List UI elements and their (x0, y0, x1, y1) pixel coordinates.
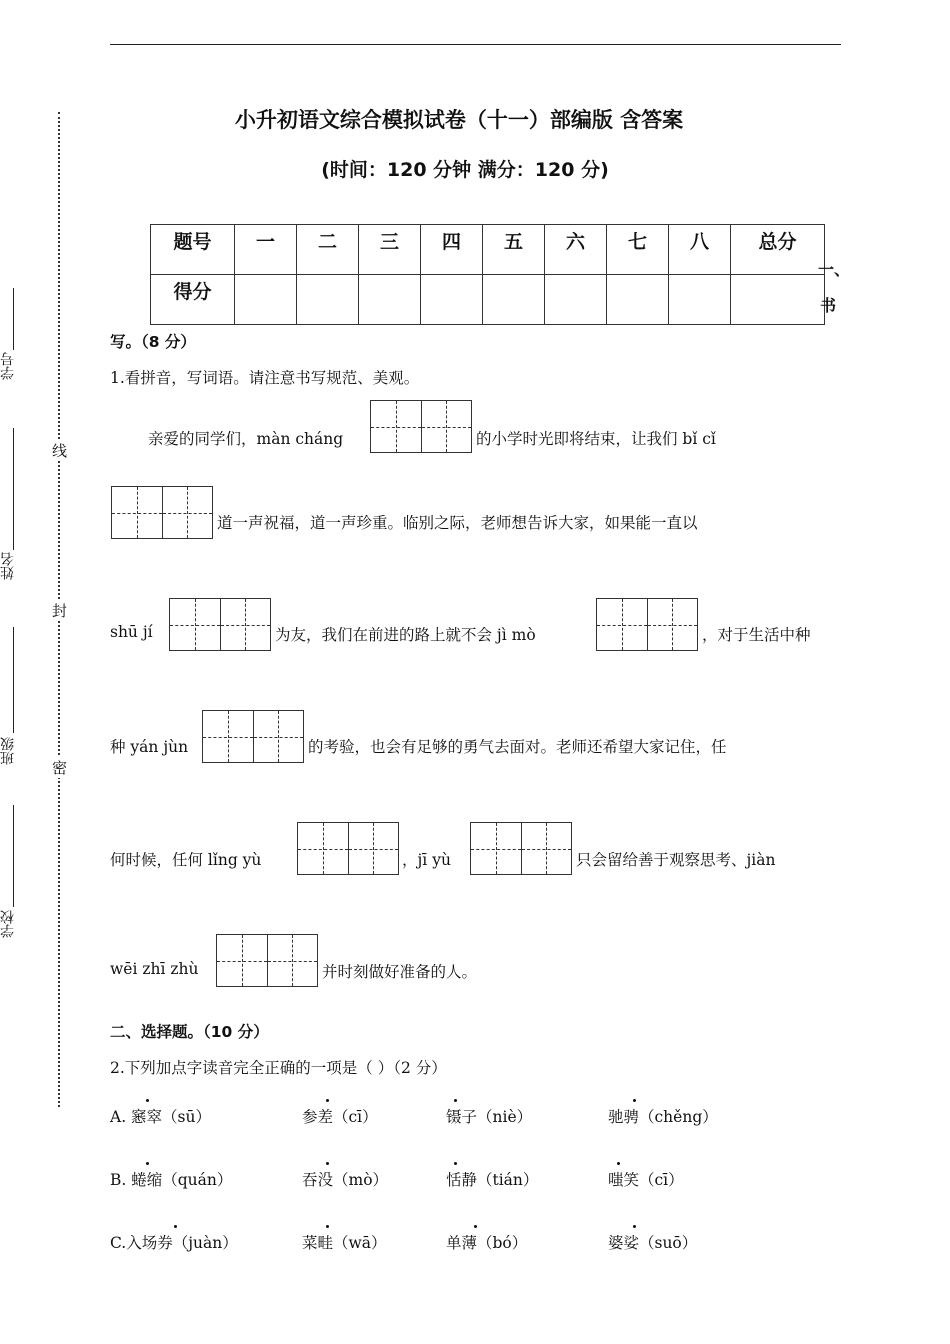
student-school-label: 学校 (0, 910, 16, 938)
passage-line-2: 道一声祝福，道一声珍重。临别之际，老师想告诉大家，如果能一直以 (217, 514, 698, 532)
binding-char-mi: 密 (52, 759, 68, 777)
score-input-cell[interactable] (607, 275, 669, 325)
option-c-item-4: 婆娑（suō） (608, 1234, 698, 1252)
option-b-item-3: 恬静（tián） (446, 1171, 539, 1189)
emphasis-dot (454, 1099, 457, 1102)
emphasis-dot (174, 1225, 177, 1228)
section2-heading: 二、选择题。（10 分） (110, 1023, 269, 1041)
score-input-cell[interactable] (359, 275, 421, 325)
emphasis-dot (326, 1225, 329, 1228)
answer-grid-ji-yu[interactable] (470, 822, 572, 875)
passage-line-1b: 的小学时光即将结束，让我们 bǐ cǐ (476, 430, 716, 448)
emphasis-dot (617, 1162, 620, 1165)
passage-line-5b: ，jī yù (402, 851, 451, 869)
option-a-item-3: 镊子（niè） (446, 1108, 533, 1126)
header-rule (110, 44, 841, 45)
score-header-cell: 三 (359, 225, 421, 275)
answer-grid-bi-ci[interactable] (111, 486, 213, 539)
score-table (150, 224, 825, 325)
emphasis-dot (633, 1099, 636, 1102)
answer-grid-man-chang[interactable] (370, 400, 472, 453)
score-input-cell[interactable] (545, 275, 607, 325)
question-1-prompt: 1.看拼音，写词语。请注意书写规范、美观。 (110, 369, 420, 387)
section1-title-start: 书 (820, 296, 837, 315)
student-name-label: 姓名 (0, 552, 16, 580)
page-title: 小升初语文综合模拟试卷（十一）部编版 含答案 (234, 108, 684, 132)
emphasis-dot (146, 1162, 149, 1165)
binding-char-feng: 封 (52, 602, 68, 620)
score-header-cell: 五 (483, 225, 545, 275)
passage-line-6a: wēi zhī zhù (110, 960, 199, 978)
option-a-item-4: 驰骋（chěng） (608, 1108, 718, 1126)
passage-line-5c: 只会留给善于观察思考、jiàn (576, 851, 776, 869)
student-class-label: 班级 (0, 737, 16, 765)
option-a-item-2: 参差（cī） (302, 1108, 378, 1126)
passage-line-3b: 为友，我们在前进的路上就不会 jì mò (275, 626, 536, 644)
score-table-header-row (151, 225, 825, 275)
score-row-label: 得分 (151, 275, 235, 325)
question-2-prompt: 2.下列加点字读音完全正确的一项是（ ）（2 分） (110, 1059, 447, 1077)
passage-line-5a: 何时候，任何 lǐng yù (110, 851, 262, 869)
option-c-item-2: 菜畦（wā） (302, 1234, 387, 1252)
score-input-cell[interactable] (483, 275, 545, 325)
score-header-cell: 六 (545, 225, 607, 275)
option-c-item-3: 单薄（bó） (446, 1234, 528, 1252)
score-header-cell: 题号 (151, 225, 235, 275)
passage-line-3c: ，对于生活中种 (702, 626, 811, 644)
score-input-cell[interactable] (421, 275, 483, 325)
student-id-line (13, 288, 14, 350)
score-header-cell: 七 (607, 225, 669, 275)
emphasis-dot (326, 1162, 329, 1165)
passage-line-1a: 亲爱的同学们，màn cháng (148, 430, 344, 448)
section1-number: 一、 (818, 260, 851, 279)
score-input-cell[interactable] (297, 275, 359, 325)
answer-grid-ling-yu[interactable] (297, 822, 399, 875)
score-header-cell: 四 (421, 225, 483, 275)
option-b-item-4: 嗤笑（cī） (608, 1171, 684, 1189)
passage-line-6b: 并时刻做好准备的人。 (322, 963, 478, 981)
emphasis-dot (326, 1099, 329, 1102)
score-input-cell[interactable] (235, 275, 297, 325)
score-input-cell[interactable] (669, 275, 731, 325)
score-header-cell: 二 (297, 225, 359, 275)
emphasis-dot (633, 1225, 636, 1228)
student-class-line (13, 627, 14, 733)
answer-grid-shu-ji[interactable] (169, 598, 271, 651)
emphasis-dot (146, 1099, 149, 1102)
option-b-item-2: 吞没（mò） (302, 1171, 389, 1189)
student-name-line (13, 428, 14, 550)
option-b-item-1: B. 蜷缩（quán） (110, 1171, 233, 1189)
section1-heading: 写。（8 分） (110, 333, 196, 351)
exam-time-score: (时间：120 分钟 满分：120 分) (321, 159, 609, 181)
answer-grid-ji-mo[interactable] (596, 598, 698, 651)
binding-char-xian: 线 (52, 442, 68, 460)
option-a-item-1: A. 窸窣（sū） (110, 1108, 211, 1126)
emphasis-dot (474, 1225, 477, 1228)
passage-line-3a: shū jí (110, 623, 153, 641)
passage-line-4b: 的考验，也会有足够的勇气去面对。老师还希望大家记住，任 (308, 738, 727, 756)
option-c-item-1: C.入场券（juàn） (110, 1234, 238, 1252)
score-header-cell: 总分 (731, 225, 825, 275)
passage-line-4a: 种 yán jùn (110, 738, 189, 756)
score-table-score-row (151, 275, 825, 325)
score-input-cell[interactable] (731, 275, 825, 325)
student-id-label: 学号 (0, 352, 16, 380)
score-header-cell: 八 (669, 225, 731, 275)
emphasis-dot (454, 1162, 457, 1165)
student-school-line (13, 805, 14, 907)
answer-grid-jian-wei-zhi-zhu[interactable] (216, 934, 318, 987)
score-header-cell: 一 (235, 225, 297, 275)
answer-grid-yan-jun[interactable] (202, 710, 304, 763)
